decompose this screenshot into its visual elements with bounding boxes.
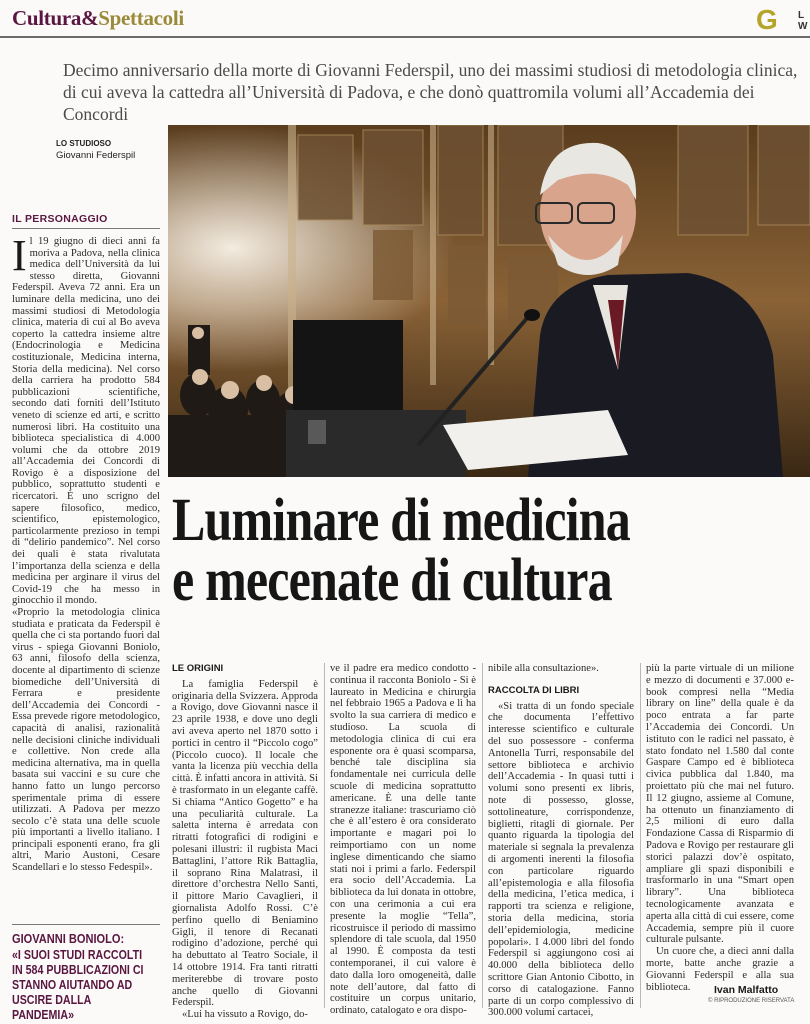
newspaper-logo: G	[756, 4, 778, 35]
kicker-personaggio: IL PERSONAGGIO	[12, 213, 108, 225]
photo-illustration	[168, 125, 810, 477]
headline	[172, 487, 689, 614]
col4-paragraph-1: più la parte virtuale di un milione e mezzo di documenti e 37.000 e-book compresi nella “Media library on line” della quale è da poco entrata a far parte l’Accademia dei Concordi. Un istituto con le radici nel passato, è stato fondato nel 1.580 dal conte Gaspare Campo ed è biblioteca civica pubblica dal 1.840, ma proiettato più che mai nel futuro. Il 12 giugno, assieme al Comune, ha ottenuto un finanziamento di 2,5 milioni di euro dalla Fondazione Cassa di Risparmio di Padova e Rovigo per restaurare gli storici palazzi dov’è ospitato, ampliare gli spazi disponibili e trasformarlo in una “Smart open library”. Una biblioteca tecnologicamente avanzata e aperta alla città di cui essere, come Accademia, sempre più il cuore culturale pulsante.	[646, 663, 794, 946]
column-divider	[640, 663, 641, 1008]
left-paragraph-2: «Proprio la metodologia clinica studiata e praticata da Federspil è quella che ci sta portando fuori dal virus - spiega Giovanni Boniolo, 63 anni, filosofo della scienza, docente al dipartimento di scienze biomediche dell’Università di Ferrara e presidente dell’Accademia dei Concordi - Essa prevede rigore metodologico, capacità di analisi, razionalità nelle decisioni cliniche individuali e collettive. Non crede alla medicina alternativa, ma in quella basata sui vaccini e su cure che hanno fatto un lungo percorso sperimentale prima di essere utilizzati. A Padova per mezzo secolo c’è stata una delle scuole più importanti a livello italiano. I principali esponenti erano, fra gli altri, Mario Austoni, Cesare Scandellari e lo stesso Fedespil».	[12, 607, 160, 874]
subhead-origini: LE ORIGINI	[172, 663, 224, 674]
left-paragraph-1: l 19 giugno di dieci anni fa moriva a Padova, nella clinica medica dell’Università da lui stesso diretta, Giovanni Federspil. Aveva 72 anni. Era un luminare della medicina, uno dei massimi studiosi di Metodologia clinica, materia di cui al Bo aveva coperto la cattedra insieme altre (Endocrinologia e Medicina costituzionale, Medicina interna, Storia della medicina). Nel corso della carriera ha prodotto 584 pubblicazioni scientifiche, secondo dati forniti dell’Istituto veneto di scienze ed arti, e scritto numerosi libri. Ha costituito una biblioteca specialistica di 4.000 volumi che da ottobre 2019 all’Accademia dei Concordi di Rovigo è a disposizione del pubblico, soprattutto studenti e ricercatori. È uno scrigno del sapere filosofico, medico, scientifico, epistemologico, particolarmente prezioso in tempi di “delirio pandemico”. Nel corso dei quali è stata rivalutata l’importanza della scienza e della medicina per arginare il virus del Covid-19 che ha messo in ginocchio il mondo.	[12, 236, 160, 607]
header-rule	[0, 36, 810, 38]
column-divider	[482, 663, 483, 1008]
drop-cap: I	[12, 231, 27, 280]
author-signature: Ivan Malfatto	[714, 984, 779, 996]
body-column-1	[172, 663, 318, 1021]
copyright-notice: © RIPRODUZIONE RISERVATA	[708, 998, 795, 1004]
col1-paragraph-2: «Lui ha vissuto a Rovigo, do-	[182, 1009, 308, 1021]
subhead-raccolta: RACCOLTA DI LIBRI	[488, 684, 580, 696]
section-amp: &	[81, 6, 99, 30]
section-header	[12, 6, 184, 31]
photo-caption	[56, 138, 135, 162]
kicker-rule	[12, 228, 160, 229]
article-photo	[168, 125, 810, 477]
col3-paragraph-0: nibile alla consultazione».	[488, 663, 599, 674]
col2-paragraph-1: ve il padre era medico condotto - continua il racconta Boniolo - Si è laureato in Medicina e chirurgia nel febbraio 1965 a Padova e lì ha svolto la sua carriera di medico e studioso. La scuola di metodologia clinica di cui era esponente ora è quasi scomparsa, benché tale disciplina sia fondamentale nei curricula delle scuole di medicina soprattutto americane. È una delle tante stranezze italiane: trascuriamo ciò che è all’estero è ora considerato importante e magari poi lo reimportiamo con un nome inglese dimenticando che siamo stati noi i primi a farlo. Federspil era socio dell’Accademia. La biblioteca da lui donata in ottobre, con una cerimonia a cui era presente la moglie “Tella”, ricostruisce il periodo di massimo splendore di tale scuola, dal 1950 al 1990. È composta da testi contemporanei, il cui valore è dato dalla loro omogeneità, dalle note dell’autore, dal fatto di costituire un corpus unitario, ordinato, catalogato e ora dispo-	[330, 663, 476, 1017]
col4-paragraph-2: Un cuore che, a dieci anni dalla morte, batte anche grazie a Giovanni Federspil e alla sua biblioteca.	[646, 946, 794, 993]
caption-label: LO STUDIOSO	[56, 139, 112, 148]
pull-quote: «I SUOI STUDI RACCOLTI IN 584 PUBBLICAZIONI CI STANNO AIUTANDO AD USCIRE DALLA PANDEMIA»	[12, 947, 144, 1022]
body-column-4	[646, 663, 794, 993]
col1-paragraph-1: La famiglia Federspil è originaria della Svizzera. Approda a Rovigo, dove Giovanni nasce il 23 aprile 1938, e dove uno degli avi aveva aperto nel 1870 sotto i portici in centro il “Piccolo cogo” (Piccolo cuoco). Il locale che vanta la licenza più vecchia della città. È infatti ancora in attività. Si è trasformato in un elegante caffè. Si chiama “Antico Gogetto” e ha una peculiarità culturale. La saletta interna è arredata con ritratti fotografici di rodigini e polesani illustri: il rugbista Maci Battaglini, l’attore Rik Battaglia, il soprano Rina Malatrasi, il direttore d’orchestra Nello Santi, il pittore Mario Cavaglieri, il giornalista Adolfo Rossi. C’è perfino quello di Beniamino Gigli, il tenore di Recanati rodigino d’adozione, perché qui ha debuttato al Teatro Sociale, il 14 ottobre 1914. Fra tanti ritratti meriterebbe di trovare posto anche quello di Giovanni Federspil.	[172, 678, 318, 1009]
body-column-2	[330, 663, 476, 1017]
body-column-3	[488, 663, 634, 1019]
left-column-text	[12, 231, 160, 874]
column-divider	[324, 663, 325, 1008]
page-edge-mark: L W	[798, 10, 808, 32]
col3-paragraph-1: «Si tratta di un fondo speciale che documenta l’effettivo interesse scientifico e culturale del suo possessore - conferma Antonella Turri, responsabile del settore biblioteca e archivio dell’Accademia - In quasi tutti i volumi sono presenti ex libris, note di possesso, glosse, sottolineature, corrispondenze, biglietti, ritagli di giornale. Per quanto riguarda la tipologia del materiale si segnala la prevalenza di argomenti inerenti la filosofia con particolare riguardo all’epistemologia e alla filosofia della medicina, l’etica medica, i rapporti tra scienza e religione, storia della medicina, storia dell’epidemiologia, medicine popolari». I 4.000 libri del fondo Federspil si aggiungono così ai 40.000 della biblioteca dello scrittore Gian Antonio Cibotto, in corso di catalogazione. Fanno parte di un corpo complessivo di 300.000 volumi cartacei,	[488, 700, 634, 1019]
article-subtitle: Decimo anniversario della morte di Giovanni Federspil, uno dei massimi studiosi di metodologia clinica, di cui aveva la cattedra all’Università di Padova, e che donò quattromila volumi all’Accademia dei Concordi	[63, 60, 798, 124]
headline-line-1: Luminare di medicina	[172, 487, 630, 554]
section-second: Spettacoli	[98, 6, 184, 30]
headline-line-2: e mecenate di cultura	[172, 547, 612, 614]
caption-name: Giovanni Federspil	[56, 150, 136, 161]
quote-author: GIOVANNI BONIOLO:	[12, 931, 125, 946]
section-first: Cultura	[12, 6, 82, 30]
quote-rule	[12, 924, 160, 925]
